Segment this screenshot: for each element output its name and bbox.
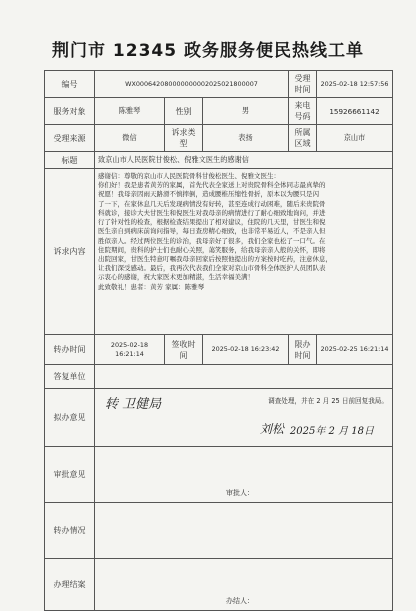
accept-time-label: 受理时间	[289, 71, 317, 98]
source-label: 受理来源	[45, 125, 95, 152]
content-body	[95, 169, 393, 335]
number-label: 编号	[45, 71, 95, 98]
transfer-time-label: 转办时间	[45, 335, 95, 365]
row-finish	[45, 559, 393, 611]
content-line: 行了针对性的检查，根据检查结果提出了相对建议，住院的几天里，甘医生和倪	[98, 218, 326, 227]
draft-signature: 刘松	[259, 422, 284, 436]
row-subject	[45, 152, 393, 169]
content-line: 胜似亲人。经过两位医生的诊治，我母亲好了很多，我们全家也松了一口气。在	[98, 236, 326, 245]
draft-note: 调查处理，并在 2 月 25 日前回复我局。	[268, 397, 388, 405]
row-content	[45, 169, 393, 335]
finish-label: 办理结案	[45, 559, 95, 611]
finish-box	[95, 559, 393, 611]
row-number	[45, 71, 393, 98]
phone-value: 15926661142	[317, 98, 393, 125]
sign-time-value: 2025-02-18 16:23:42	[203, 335, 289, 365]
service-obj-value: 陈雅琴	[95, 98, 165, 125]
content-line: 让我们深受感动。最后，我再次代表我们全家对京山市骨科全体医护人员团队表	[98, 264, 326, 273]
content-line: 祝愿！我母亲因雨天路滑不慎摔倒，造成腰椎压缩性骨折，原本以为腰只是闪	[98, 190, 319, 199]
content-line: 感谢信：尊敬的京山市人民医院骨科甘俊松医生、倪雅文医生：	[98, 172, 280, 180]
content-line: 出院回家，甘医生特意叮嘱我母亲回家后按照他提出的方案按时吃药，注意休息，	[98, 254, 332, 263]
page-title: 荆门市 12345 政务服务便民热线工单	[52, 41, 364, 61]
row-review	[45, 447, 393, 503]
row-source	[45, 125, 393, 152]
row-times	[45, 335, 393, 365]
deadline-label: 限办时间	[289, 335, 317, 365]
work-order-form	[44, 70, 393, 611]
row-answer-unit	[45, 365, 393, 389]
gender-label: 性别	[165, 98, 203, 125]
content-line: 医生亲自到病床前询问指导，每日查房精心细致，也非常平易近人，不是亲人但	[98, 227, 326, 236]
content-line: 住院期间，贵科的护士们也耐心关照，蔼笑服务，给我母亲亲人般的关怀，即将	[98, 245, 326, 254]
number-value: WX000642080000000002025021800007	[95, 71, 289, 98]
area-value: 京山市	[317, 125, 393, 152]
draft-date: 2025年 2 月 18日	[289, 426, 374, 437]
forward-box	[95, 503, 393, 559]
gender-value: 男	[203, 98, 289, 125]
subject-label: 标题	[45, 152, 95, 169]
review-signer: 审批人：	[226, 489, 254, 497]
content-line: 你们好！我是患者黄芳的家属，首先代表全家送上对贵院骨科全体同志最真挚的	[98, 181, 326, 190]
accept-time-value: 2025-02-18 12:57:56	[317, 71, 393, 98]
forward-label: 转办情况	[45, 503, 95, 559]
content-label: 诉求内容	[45, 169, 95, 335]
type-value: 表扬	[203, 125, 289, 152]
area-label: 所属区域	[289, 125, 317, 152]
content-line: 此致敬礼！患者：黄芳 家属：陈雅琴	[98, 282, 205, 291]
row-draft	[45, 389, 393, 447]
source-value: 微信	[95, 125, 165, 152]
deadline-value: 2025-02-25 16:21:14	[317, 335, 393, 365]
service-obj-label: 服务对象	[45, 98, 95, 125]
draft-opinion	[95, 389, 393, 447]
answer-unit-value	[95, 365, 393, 389]
row-forward	[45, 503, 393, 559]
content-line: 科就诊，接诊大夫甘医生和倪医生对我母亲的病情进行了耐心细致地询问，并进	[98, 208, 326, 217]
finish-signer: 办结人：	[226, 597, 254, 605]
draft-label: 拟办意见	[45, 389, 95, 447]
subject-value: 致京山市人民医院甘俊松、倪雅文医生的感谢信	[95, 152, 393, 169]
content-line: 示衷心的感谢，祝大家医术更加精湛，生活幸福美满！	[98, 273, 254, 282]
content-line: 了一下，在家休息几天后发现病情没有好转，甚至连成行动困难，随后来贵院骨	[98, 199, 326, 208]
row-service	[45, 98, 393, 125]
review-label: 审批意见	[45, 447, 95, 503]
phone-label: 来电号码	[289, 98, 317, 125]
sign-time-label: 签收时间	[165, 335, 203, 365]
transfer-time-value: 2025-02-18 16:21:14	[95, 335, 165, 365]
draft-handwriting: 转 卫健局	[105, 397, 162, 412]
answer-unit-label: 答复单位	[45, 365, 95, 389]
type-label: 诉求类型	[165, 125, 203, 152]
review-box	[95, 447, 393, 503]
